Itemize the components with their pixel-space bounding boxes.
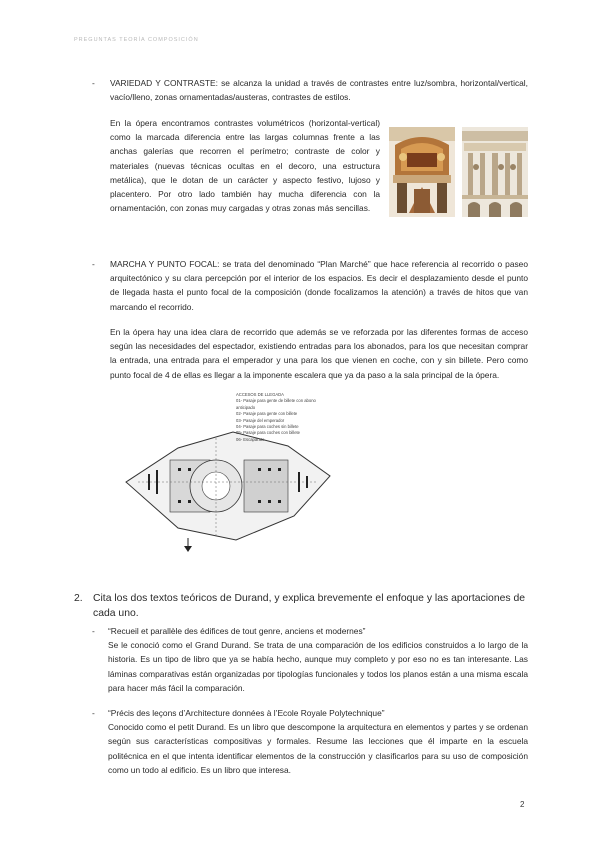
plan-legend-item: 03- Pasaje del emperador — [236, 417, 285, 423]
bullet-dash: - — [92, 78, 95, 88]
plan-legend-item: 01- Pasaje para gente de billete con abono anticipado — [236, 398, 316, 410]
plan-legend — [236, 392, 336, 443]
running-header: PREGUNTAS TEORÍA COMPOSICIÓN — [74, 37, 199, 43]
variedad-body: En la ópera encontramos contrastes volumétricos (horizontal-vertical) como la marcada diferencia entre las largas columnas frente a las anchas galerías que recorren el perímetro; contraste de color y materiales (nuevas técnicas ocultas en el decoro, una estructura metálica), que le dotan de un carácter y aspecto festivo, lujoso y placentero. Por otro lado también hay mucha diferencia con la ornamentación, con zonas muy cargadas y otras zonas más sencillas. — [110, 118, 380, 214]
opera-facade-image — [462, 127, 528, 217]
bullet-dash: - — [92, 259, 95, 269]
marcha-intro: MARCHA Y PUNTO FOCAL: se trata del denominado “Plan Marché” que hace referencia al recorrido o paseo arquitectónico y su clara percepción por el interior de los espacios. Es decir el desplazamiento desde el punto de llegada hasta el punto focal de la composición (donde focalizamos la atención) a través de hitos que van marcando el recorrido. — [110, 259, 528, 312]
bullet-dash: - — [92, 708, 95, 718]
durand-1-title: “Recueil et parallèle des édifices de tout genre, anciens et modernes” — [108, 626, 366, 636]
plan-legend-item: 05- Pasaje para coches con billete — [236, 430, 301, 436]
durand-1-body: Se le conoció como el Grand Durand. Se trata de una comparación de los edificios construidos a lo largo de la historia. Es un tipo de libro que ya se había hecho, aunque muy completo y por eso no es tan interesante. Las láminas comparativas están organizadas por tipologías funcionales y todos los planos están a una misma escala para hacer más fácil la comparación. — [108, 640, 528, 693]
opera-interior-image — [389, 127, 455, 217]
plan-legend-item: 04- Pasaje para coches sin billete — [236, 424, 299, 430]
bullet-dash: - — [92, 626, 95, 636]
durand-2-body: Conocido como el petit Durand. Es un libro que descompone la arquitectura en elementos y partes y se ordenan según sus características compositivas y formales. Resume las lecciones que él imparte en la escuela politécnica en el que intenta identificar elementos de la construcción y clasificarlos para su uso de composición como un todo al edificio. Es un libro que interesa. — [108, 722, 528, 775]
plan-legend-item: 02- Pasaje para gente con billete — [236, 411, 298, 417]
question-text: Cita los dos textos teóricos de Durand, y explica brevemente el enfoque y las aportaciones de cada uno. — [93, 593, 526, 619]
question-number: 2. — [74, 593, 83, 604]
durand-2-title: “Précis des leçons d’Architecture données à l’Ecole Royale Polytechnique” — [108, 708, 385, 718]
page-number: 2 — [520, 800, 525, 809]
marcha-body: En la ópera hay una idea clara de recorrido que además se ve reforzada por las diferentes formas de acceso según las necesidades del espectador, existiendo entradas para los abonados, para los que necesitan comprar la entrada, una entrada para el emperador y una para los que vienen en coche, con y sin billete. Pero como punto focal de 4 de ellas es llegar a la imponente escalera que ya da paso a la sala principal de la ópera. — [110, 327, 528, 380]
plan-legend-item: 06- Escaparate — [236, 436, 265, 442]
variedad-intro: VARIEDAD Y CONTRASTE: se alcanza la unidad a través de contrastes entre luz/sombra, horizontal/vertical, vacío/lleno, zonas ornamentadas/austeras, contrastes de estilos. — [110, 78, 528, 103]
plan-legend-title: ACCESOS DE LLEGADA — [236, 392, 284, 397]
